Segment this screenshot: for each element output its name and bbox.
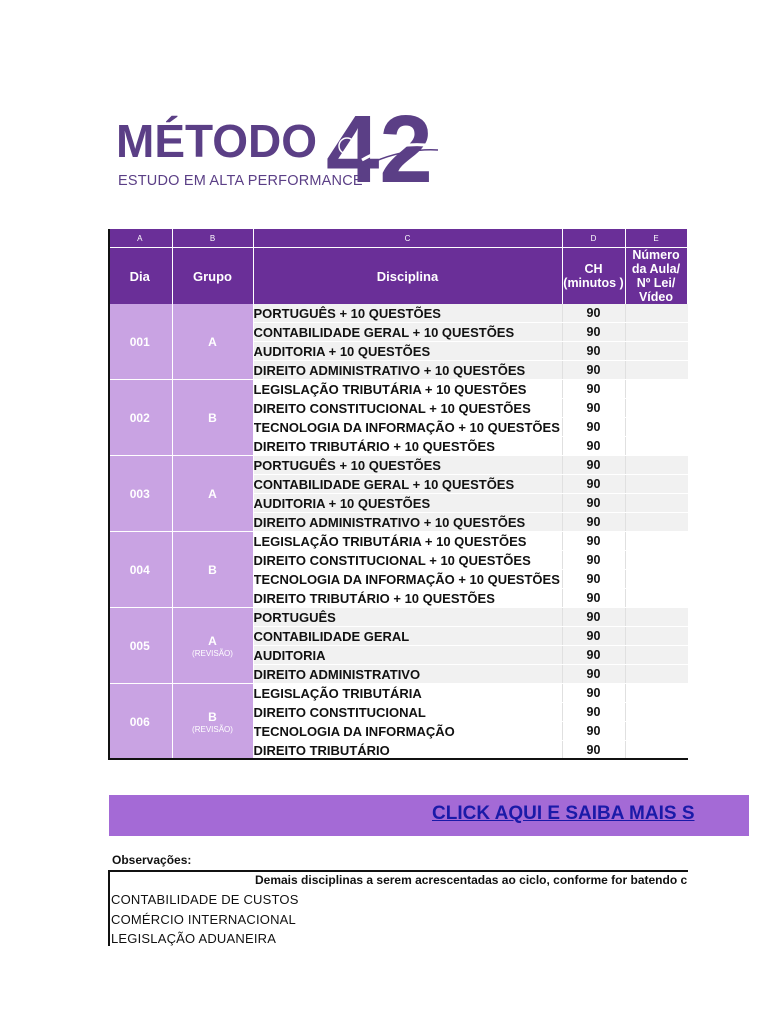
- discipline-cell: DIREITO TRIBUTÁRIO + 10 QUESTÕES: [253, 437, 562, 456]
- header-row: [108, 248, 688, 305]
- discipline-cell: AUDITORIA + 10 QUESTÕES: [253, 494, 562, 513]
- discipline-cell: DIREITO CONSTITUCIONAL: [253, 703, 562, 722]
- group-cell: [172, 456, 253, 532]
- ch-cell: 90: [562, 532, 625, 551]
- group-label: A: [208, 486, 217, 501]
- day-cell: 004: [108, 532, 172, 608]
- discipline-cell: PORTUGUÊS + 10 QUESTÕES: [253, 456, 562, 475]
- empty-cell: [687, 570, 688, 589]
- ch-cell: 90: [562, 361, 625, 380]
- numero-cell: [625, 437, 687, 456]
- empty-cell: [687, 703, 688, 722]
- list-item: CONTABILIDADE DE CUSTOS: [111, 892, 299, 907]
- discipline-cell: TECNOLOGIA DA INFORMAÇÃO: [253, 722, 562, 741]
- day-cell: 006: [108, 684, 172, 760]
- table-row: [108, 304, 688, 323]
- ch-cell: 90: [562, 304, 625, 323]
- column-letter: A: [108, 229, 172, 248]
- numero-cell: [625, 494, 687, 513]
- numero-cell: [625, 475, 687, 494]
- group-cell: [172, 684, 253, 760]
- discipline-cell: LEGISLAÇÃO TRIBUTÁRIA + 10 QUESTÕES: [253, 532, 562, 551]
- numero-cell: [625, 703, 687, 722]
- empty-cell: [687, 342, 688, 361]
- empty-cell: [687, 684, 688, 703]
- numero-cell: [625, 570, 687, 589]
- numero-cell: [625, 418, 687, 437]
- numero-cell: [625, 456, 687, 475]
- revision-label: (REVISÃO): [192, 724, 233, 734]
- logo-title: MÉTODO: [116, 115, 318, 167]
- ch-cell: 90: [562, 570, 625, 589]
- observations-header: Demais disciplinas a serem acrescentadas ao ciclo, conforme for batendo c: [255, 873, 688, 887]
- discipline-cell: AUDITORIA: [253, 646, 562, 665]
- discipline-cell: CONTABILIDADE GERAL: [253, 627, 562, 646]
- numero-cell: [625, 684, 687, 703]
- column-letter-empty: [687, 229, 688, 248]
- ch-cell: 90: [562, 684, 625, 703]
- empty-cell: [687, 418, 688, 437]
- discipline-cell: CONTABILIDADE GERAL + 10 QUESTÕES: [253, 323, 562, 342]
- table-bottom-border: [108, 758, 688, 760]
- empty-cell: [687, 608, 688, 627]
- discipline-cell: LEGISLAÇÃO TRIBUTÁRIA: [253, 684, 562, 703]
- numero-cell: [625, 608, 687, 627]
- discipline-cell: DIREITO CONSTITUCIONAL + 10 QUESTÕES: [253, 551, 562, 570]
- table-row: [108, 532, 688, 551]
- numero-cell: [625, 532, 687, 551]
- numero-cell: [625, 589, 687, 608]
- ch-cell: 90: [562, 456, 625, 475]
- numero-cell: [625, 342, 687, 361]
- empty-cell: [687, 551, 688, 570]
- empty-cell: [687, 589, 688, 608]
- observations-label: Observações:: [112, 853, 192, 867]
- discipline-cell: DIREITO TRIBUTÁRIO + 10 QUESTÕES: [253, 589, 562, 608]
- study-schedule-table: [108, 229, 688, 760]
- discipline-cell: DIREITO ADMINISTRATIVO + 10 QUESTÕES: [253, 361, 562, 380]
- ch-cell: 90: [562, 342, 625, 361]
- ch-cell: 90: [562, 418, 625, 437]
- ch-cell: 90: [562, 665, 625, 684]
- ch-cell: 90: [562, 475, 625, 494]
- numero-cell: [625, 646, 687, 665]
- header-disciplina: Disciplina: [253, 248, 562, 305]
- header-grupo: Grupo: [172, 248, 253, 305]
- ch-cell: 90: [562, 589, 625, 608]
- discipline-cell: CONTABILIDADE GERAL + 10 QUESTÕES: [253, 475, 562, 494]
- ch-cell: 90: [562, 722, 625, 741]
- discipline-cell: TECNOLOGIA DA INFORMAÇÃO + 10 QUESTÕES: [253, 570, 562, 589]
- ch-cell: 90: [562, 646, 625, 665]
- table-row: [108, 684, 688, 703]
- column-letter: D: [562, 229, 625, 248]
- numero-cell: [625, 722, 687, 741]
- ch-cell: 90: [562, 399, 625, 418]
- ch-cell: 90: [562, 323, 625, 342]
- numero-cell: [625, 665, 687, 684]
- numero-cell: [625, 741, 687, 760]
- group-label: A: [208, 334, 217, 349]
- empty-cell: [687, 627, 688, 646]
- day-cell: 003: [108, 456, 172, 532]
- empty-cell: [687, 361, 688, 380]
- ch-cell: 90: [562, 494, 625, 513]
- table-left-border: [108, 229, 110, 760]
- discipline-cell: DIREITO ADMINISTRATIVO: [253, 665, 562, 684]
- discipline-cell: PORTUGUÊS + 10 QUESTÕES: [253, 304, 562, 323]
- header-numero: Número da Aula/ Nº Lei/ Vídeo: [625, 248, 687, 305]
- empty-cell: [687, 741, 688, 760]
- empty-cell: [687, 532, 688, 551]
- discipline-cell: PORTUGUÊS: [253, 608, 562, 627]
- revision-label: (REVISÃO): [192, 648, 233, 658]
- group-label: A: [208, 633, 217, 648]
- header-empty: [687, 248, 688, 305]
- table-row: [108, 456, 688, 475]
- table-row: [108, 608, 688, 627]
- ch-cell: 90: [562, 741, 625, 760]
- empty-cell: [687, 380, 688, 399]
- group-label: B: [208, 410, 217, 425]
- day-cell: 005: [108, 608, 172, 684]
- numero-cell: [625, 304, 687, 323]
- observations-top-border: [108, 870, 688, 872]
- ch-cell: 90: [562, 608, 625, 627]
- empty-cell: [687, 323, 688, 342]
- list-item: COMÉRCIO INTERNACIONAL: [111, 911, 296, 927]
- group-cell: [172, 608, 253, 684]
- column-letters-row: [108, 229, 688, 248]
- empty-cell: [687, 722, 688, 741]
- cta-banner: [109, 795, 749, 836]
- group-cell: [172, 304, 253, 380]
- ch-cell: 90: [562, 513, 625, 532]
- empty-cell: [687, 399, 688, 418]
- group-label: B: [208, 709, 217, 724]
- list-item: LEGISLAÇÃO ADUANEIRA: [111, 931, 277, 946]
- discipline-cell: LEGISLAÇÃO TRIBUTÁRIA + 10 QUESTÕES: [253, 380, 562, 399]
- column-letter: E: [625, 229, 687, 248]
- discipline-cell: DIREITO TRIBUTÁRIO: [253, 741, 562, 760]
- group-label: B: [208, 562, 217, 577]
- numero-cell: [625, 551, 687, 570]
- table-row: [108, 380, 688, 399]
- day-cell: 001: [108, 304, 172, 380]
- observations-left-border: [108, 870, 110, 946]
- discipline-cell: DIREITO CONSTITUCIONAL + 10 QUESTÕES: [253, 399, 562, 418]
- brand-logo: [116, 100, 436, 190]
- empty-cell: [687, 437, 688, 456]
- empty-cell: [687, 513, 688, 532]
- numero-cell: [625, 323, 687, 342]
- ch-cell: 90: [562, 703, 625, 722]
- empty-cell: [687, 665, 688, 684]
- numero-cell: [625, 361, 687, 380]
- group-cell: [172, 532, 253, 608]
- ch-cell: 90: [562, 380, 625, 399]
- numero-cell: [625, 513, 687, 532]
- ch-cell: 90: [562, 437, 625, 456]
- column-letter: B: [172, 229, 253, 248]
- numero-cell: [625, 380, 687, 399]
- logo-tagline: ESTUDO EM ALTA PERFORMANCE: [118, 173, 363, 189]
- observations-box: [108, 870, 688, 946]
- column-letter: C: [253, 229, 562, 248]
- ch-cell: 90: [562, 627, 625, 646]
- learn-more-link[interactable]: CLICK AQUI E SAIBA MAIS S: [432, 803, 695, 824]
- header-ch: CH (minutos ): [562, 248, 625, 305]
- header-dia: Dia: [108, 248, 172, 305]
- numero-cell: [625, 399, 687, 418]
- logo-number: 42: [326, 100, 433, 190]
- empty-cell: [687, 304, 688, 323]
- day-cell: 002: [108, 380, 172, 456]
- discipline-cell: AUDITORIA + 10 QUESTÕES: [253, 342, 562, 361]
- numero-cell: [625, 627, 687, 646]
- empty-cell: [687, 646, 688, 665]
- empty-cell: [687, 456, 688, 475]
- observations-list: [111, 890, 299, 946]
- ch-cell: 90: [562, 551, 625, 570]
- group-cell: [172, 380, 253, 456]
- discipline-cell: TECNOLOGIA DA INFORMAÇÃO + 10 QUESTÕES: [253, 418, 562, 437]
- empty-cell: [687, 494, 688, 513]
- discipline-cell: DIREITO ADMINISTRATIVO + 10 QUESTÕES: [253, 513, 562, 532]
- empty-cell: [687, 475, 688, 494]
